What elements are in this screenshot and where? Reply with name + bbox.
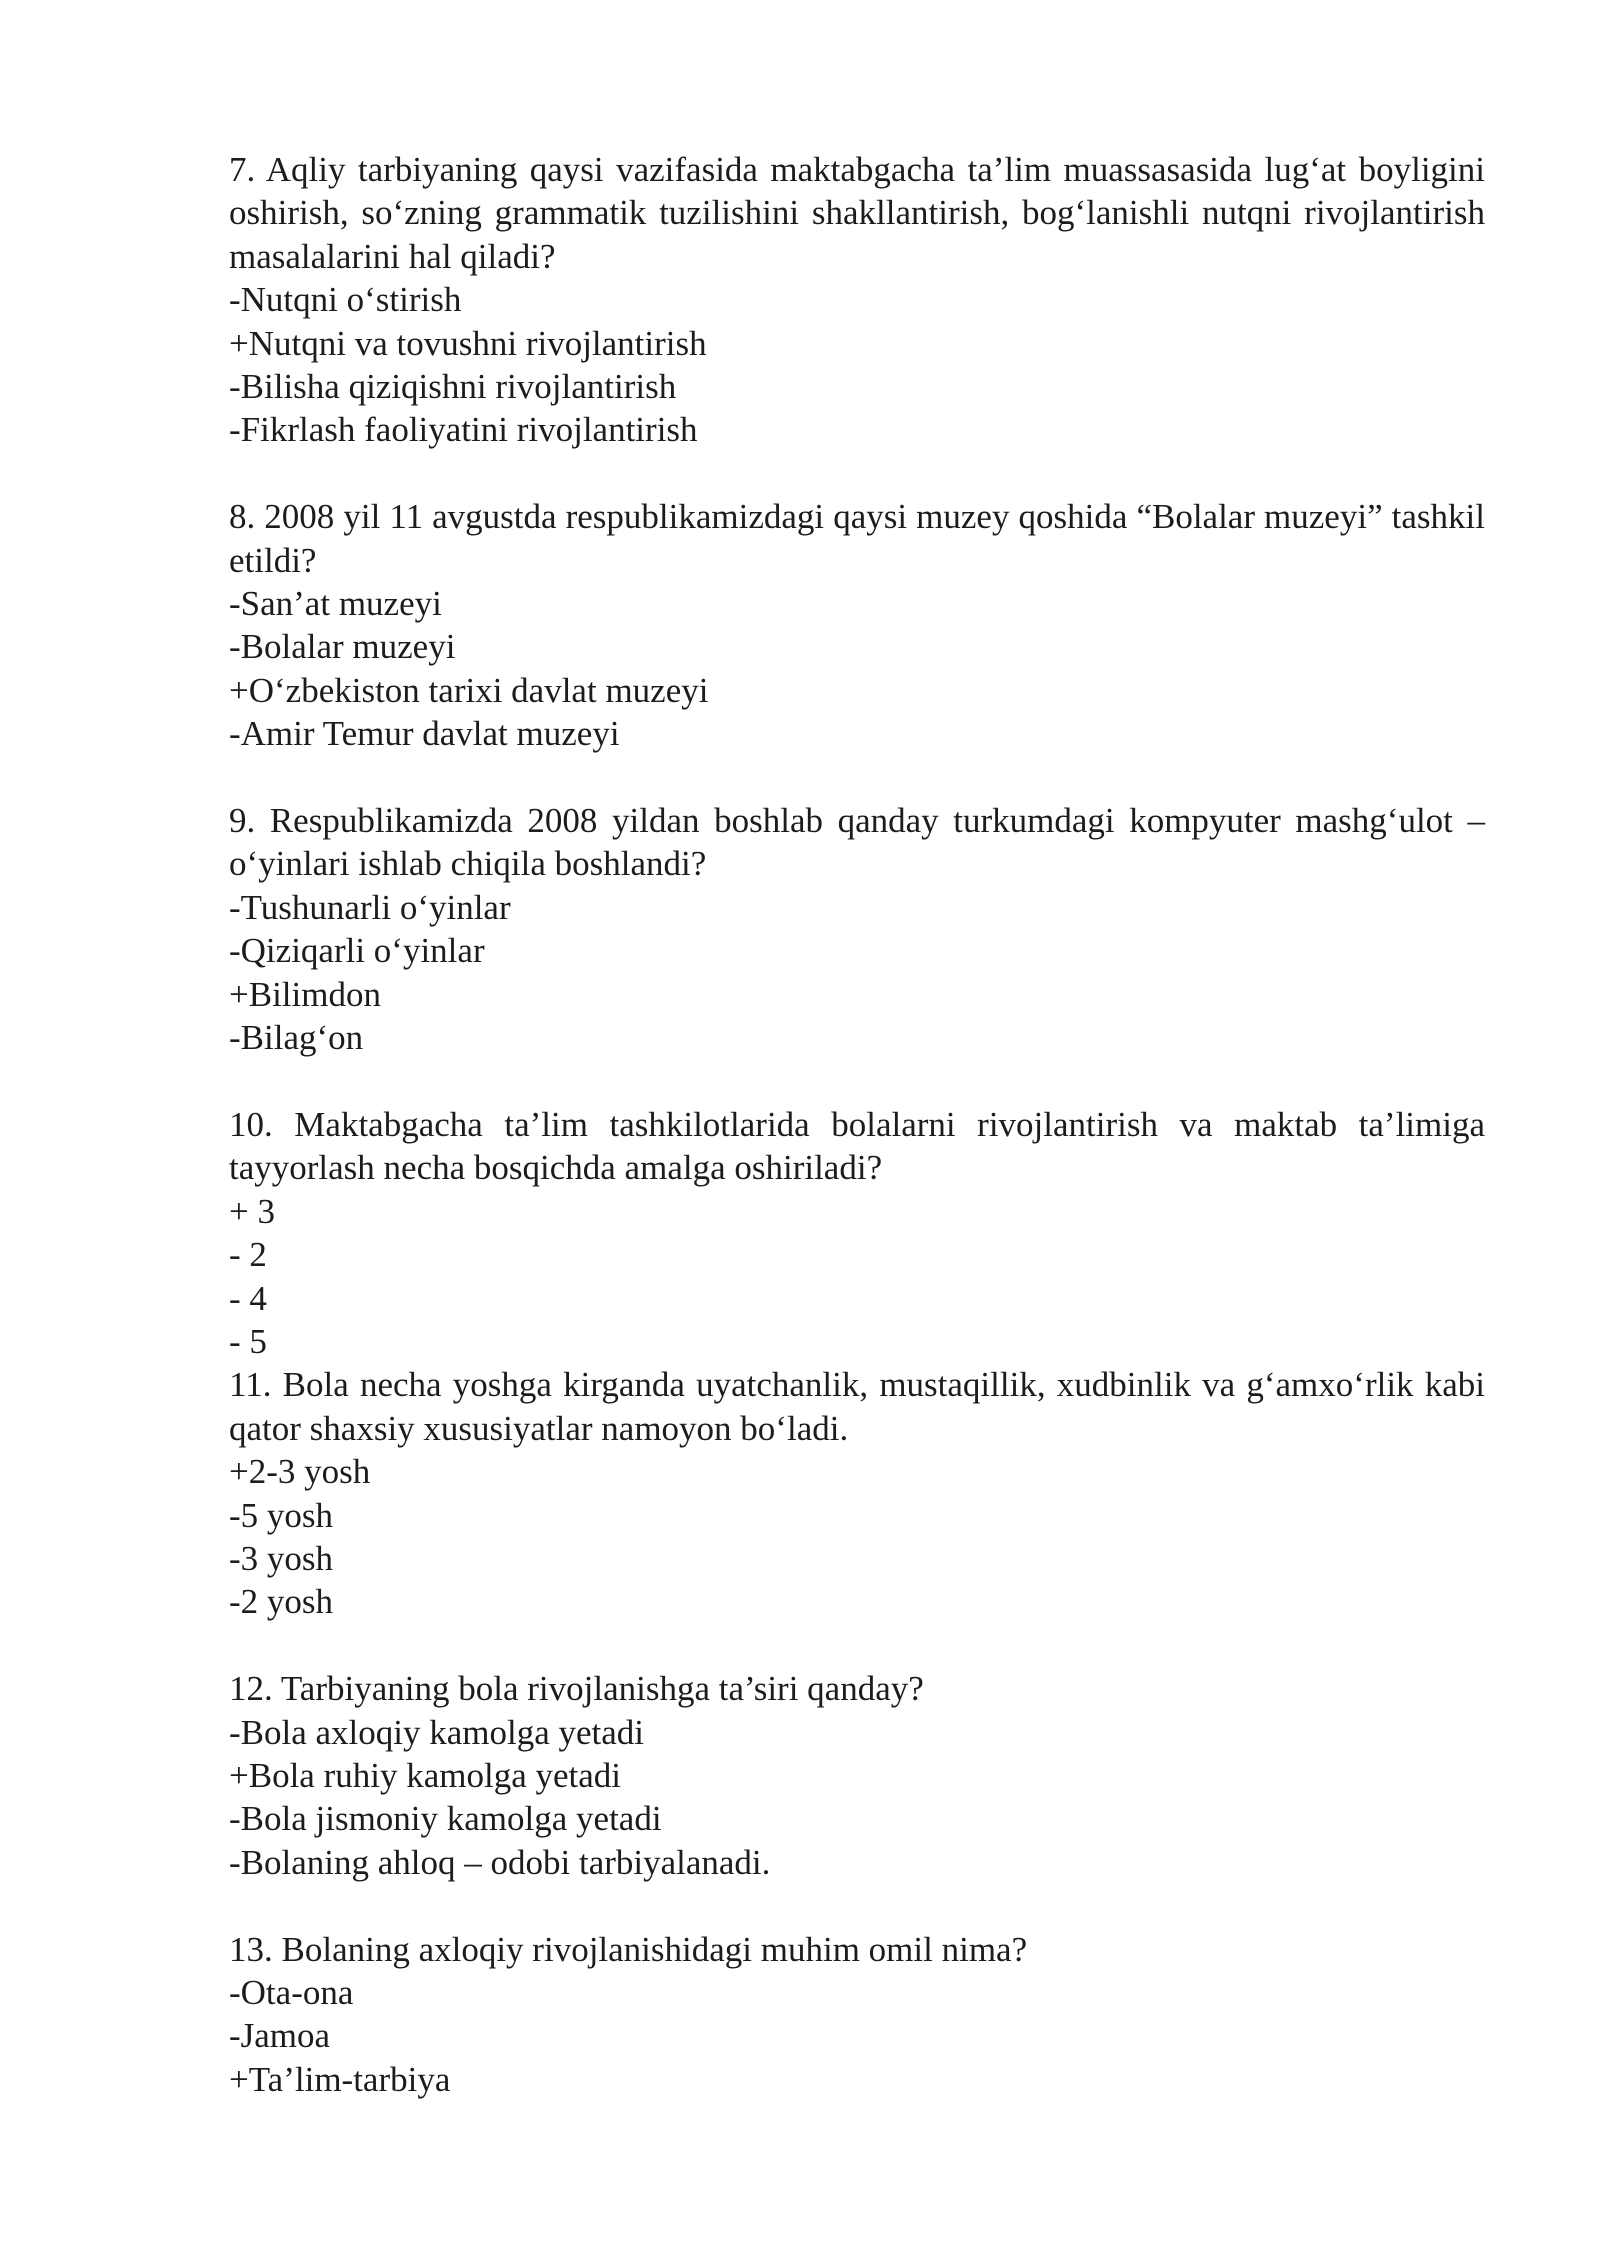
answer-option: - 2	[229, 1235, 267, 1275]
answer-option-correct: +O‘zbekiston tarixi davlat muzeyi	[229, 670, 709, 710]
question-block-13	[229, 1928, 1485, 2102]
answer-option: - 5	[229, 1321, 267, 1361]
question-text: 12. Tarbiyaning bola rivojlanishga ta’siri qanday?	[229, 1669, 924, 1709]
document-page	[229, 148, 1485, 2101]
answer-option-correct: +Bola ruhiy kamolga yetadi	[229, 1755, 622, 1795]
question-text: 10. Maktabgacha ta’lim tashkilotlarida bolalarni rivojlantirish va maktab ta’limiga tayyorlash necha bosqichda amalga oshiriladi?	[229, 1104, 1485, 1188]
answer-option-correct: +Nutqni va tovushni rivojlantirish	[229, 323, 707, 363]
question-block-8	[229, 495, 1485, 755]
answer-option: -Bola jismoniy kamolga yetadi	[229, 1799, 662, 1839]
question-block-12	[229, 1667, 1485, 1884]
answer-option: - 4	[229, 1278, 267, 1318]
answer-option: -Bilisha qiziqishni rivojlantirish	[229, 367, 677, 407]
question-text: 13. Bolaning axloqiy rivojlanishidagi muhim omil nima?	[229, 1929, 1028, 1969]
answer-option: -Nutqni o‘stirish	[229, 280, 462, 320]
answer-option: -3 yosh	[229, 1538, 334, 1578]
answer-option: -Fikrlash faoliyatini rivojlantirish	[229, 410, 698, 450]
answer-option: -5 yosh	[229, 1495, 334, 1535]
answer-option: -Qiziqarli o‘yinlar	[229, 931, 485, 971]
answer-option: -San’at muzeyi	[229, 584, 442, 624]
question-text: 11. Bola necha yoshga kirganda uyatchanlik, mustaqillik, xudbinlik va g‘amxo‘rlik kabi qator shaxsiy xususiyatlar namoyon bo‘ladi.	[229, 1365, 1485, 1448]
answer-option: -Bola axloqiy kamolga yetadi	[229, 1712, 645, 1752]
question-text: 9. Respublikamizda 2008 yildan boshlab qanday turkumdagi kompyuter mashg‘ulot – o‘yinlari ishlab chiqila boshlandi?	[229, 801, 1485, 884]
answer-option-correct: + 3	[229, 1191, 275, 1231]
question-block-11	[229, 1363, 1485, 1623]
answer-option-correct: +Bilimdon	[229, 974, 381, 1014]
answer-option: -2 yosh	[229, 1582, 334, 1622]
answer-option: -Jamoa	[229, 2016, 331, 2056]
answer-option: -Tushunarli o‘yinlar	[229, 887, 511, 927]
answer-option: -Bolalar muzeyi	[229, 627, 456, 667]
answer-option: -Bilag‘on	[229, 1018, 364, 1058]
answer-option: -Bolaning ahloq – odobi tarbiyalanadi.	[229, 1842, 771, 1882]
answer-option-correct: +Ta’lim-tarbiya	[229, 2059, 451, 2099]
question-block-7	[229, 148, 1485, 452]
question-text: 8. 2008 yil 11 avgustda respublikamizdagi qaysi muzey qoshida “Bolalar muzeyi” tashkil etildi?	[229, 497, 1485, 580]
question-text: 7. Aqliy tarbiyaning qaysi vazifasida maktabgacha ta’lim muassasasida lug‘at boyligini oshirish, so‘zning grammatik tuzilishini shakllantirish, bog‘lanishli nutqni rivojlantirish masalalarini hal qiladi?	[229, 150, 1485, 276]
question-block-9	[229, 799, 1485, 1059]
answer-option-correct: +2-3 yosh	[229, 1452, 371, 1492]
question-block-10	[229, 1103, 1485, 1363]
answer-option: -Ota-ona	[229, 1972, 354, 2012]
answer-option: -Amir Temur davlat muzeyi	[229, 714, 620, 754]
